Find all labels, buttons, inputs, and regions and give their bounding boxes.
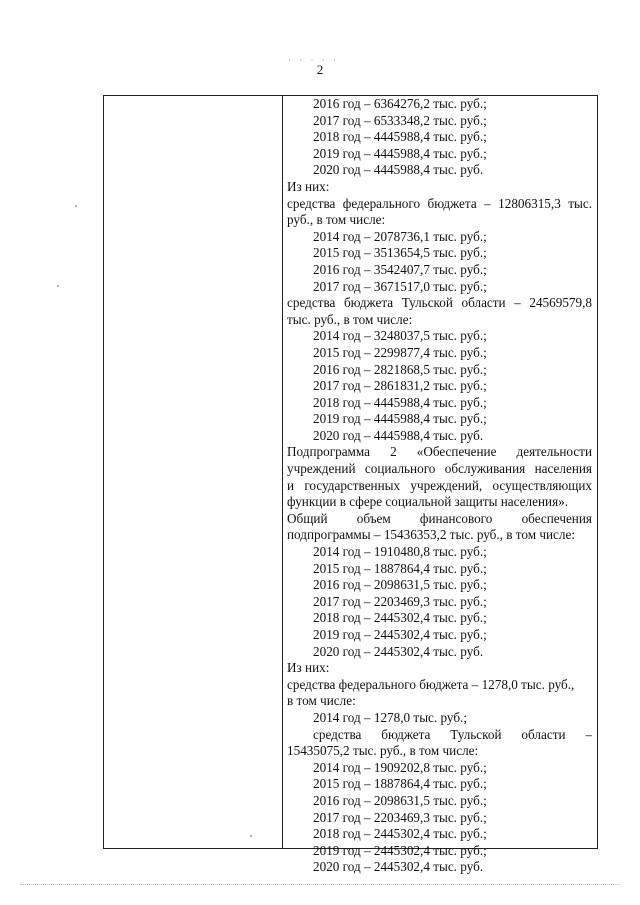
text-line: 2018 год – 2445302,4 тыс. руб.;: [313, 826, 487, 842]
document-table: [103, 95, 598, 875]
text-line: 2018 год – 4445988,4 тыс. руб.;: [313, 394, 487, 410]
text-line: 2015 год – 2299877,4 тыс. руб.;: [313, 344, 487, 360]
text-line: 2015 год – 1887864,4 тыс. руб.;: [313, 776, 487, 792]
text-line: средства бюджета Тульской области –: [313, 726, 592, 742]
scan-noise: · · · · ·: [288, 55, 339, 65]
text-line: и государственных учреждений, осуществляющих: [287, 477, 592, 493]
text-line: 2014 год – 2078736,1 тыс. руб.;: [313, 228, 487, 244]
text-line: функции в сфере социальной защиты населения».: [287, 494, 569, 510]
text-line: 2015 год – 3513654,5 тыс. руб.;: [313, 245, 487, 261]
text-line: 2017 год – 3671517,0 тыс. руб.;: [313, 278, 487, 294]
scan-noise-bottom: [20, 884, 620, 885]
text-line: 2016 год – 2098631,5 тыс. руб.;: [313, 792, 487, 808]
text-line: 2019 год – 4445988,4 тыс. руб.;: [313, 145, 487, 161]
scan-speck: [57, 285, 59, 287]
text-line: учреждений социального обслуживания населения: [287, 461, 592, 477]
text-line: 2017 год – 2861831,2 тыс. руб.;: [313, 378, 487, 394]
text-line: средства бюджета Тульской области – 24569579,8: [287, 295, 592, 311]
text-line: 2016 год – 2821868,5 тыс. руб.;: [313, 361, 487, 377]
text-line: тыс. руб., в том числе:: [287, 311, 413, 327]
text-line: руб., в том числе:: [287, 212, 386, 228]
text-line: 2019 год – 2445302,4 тыс. руб.;: [313, 842, 487, 858]
text-line: 2014 год – 1909202,8 тыс. руб.;: [313, 759, 487, 775]
text-line: 2018 год – 2445302,4 тыс. руб.;: [313, 610, 487, 626]
table-right-column: [287, 96, 592, 876]
text-line: 2017 год – 2203469,3 тыс. руб.;: [313, 593, 487, 609]
text-line: 2014 год – 1910480,8 тыс. руб.;: [313, 544, 487, 560]
text-line: 2016 год – 3542407,7 тыс. руб.;: [313, 261, 487, 277]
text-line: в том числе:: [287, 693, 356, 709]
text-line: средства федерального бюджета – 1278,0 тыс. руб.,: [287, 676, 575, 692]
text-line: 2020 год – 4445988,4 тыс. руб.: [313, 427, 484, 443]
text-line: 2017 год – 2203469,3 тыс. руб.;: [313, 809, 487, 825]
text-line: 2020 год – 2445302,4 тыс. руб.: [313, 643, 484, 659]
scan-speck: [250, 835, 252, 837]
text-line: 2016 год – 6364276,2 тыс. руб.;: [313, 96, 487, 111]
page-number: 2: [316, 62, 324, 77]
text-line: 2019 год – 2445302,4 тыс. руб.;: [313, 627, 487, 642]
scan-speck: [75, 205, 77, 207]
text-line: 2017 год – 6533348,2 тыс. руб.;: [313, 112, 487, 128]
text-line: 2019 год – 4445988,4 тыс. руб.;: [313, 411, 487, 427]
text-line: средства федерального бюджета – 12806315,3 тыс.: [287, 195, 592, 211]
text-line: Из них:: [287, 178, 330, 194]
text-line: 15435075,2 тыс. руб., в том числе:: [287, 743, 479, 759]
text-line: 2015 год – 1887864,4 тыс. руб.;: [313, 560, 487, 576]
text-line: 2016 год – 2098631,5 тыс. руб.;: [313, 577, 487, 593]
text-line: Подпрограмма 2 «Обеспечение деятельности: [287, 444, 592, 460]
text-line: 2014 год – 3248037,5 тыс. руб.;: [313, 328, 487, 344]
text-line: 2020 год – 2445302,4 тыс. руб.: [313, 859, 484, 875]
table-left-column: [104, 96, 283, 848]
text-line: подпрограммы – 15436353,2 тыс. руб., в том числе:: [287, 527, 576, 543]
text-line: 2020 год – 4445988,4 тыс. руб.: [313, 162, 484, 178]
text-line: Из них:: [287, 660, 330, 676]
text-line: Общий объем финансового обеспечения: [287, 510, 592, 526]
text-line: 2018 год – 4445988,4 тыс. руб.;: [313, 129, 487, 145]
text-line: 2014 год – 1278,0 тыс. руб.;: [313, 709, 468, 725]
